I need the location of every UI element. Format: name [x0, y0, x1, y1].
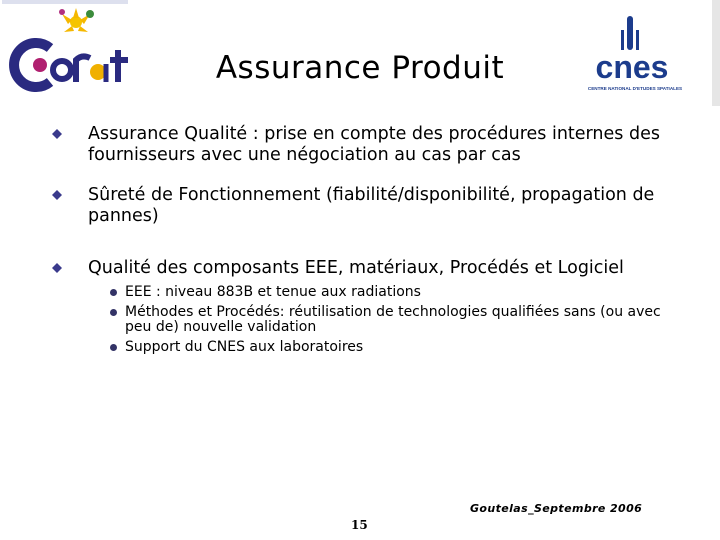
bullet-item [52, 185, 672, 227]
slide-title: Assurance Produit [215, 50, 505, 86]
bullet-text: Qualité des composants EEE, matériaux, Procédés et Logiciel [88, 258, 624, 278]
bullet-diamond-icon [52, 263, 62, 273]
page-number: 15 [351, 518, 368, 532]
cnes-logo-subtitle: CENTRE NATIONAL D'ETUDES SPATIALES [587, 86, 683, 91]
sub-bullet-text: Support du CNES aux laboratoires [125, 339, 364, 355]
bullet-dot-icon [110, 289, 117, 296]
bullet-dot-icon [110, 309, 117, 316]
bullet-list [52, 124, 672, 360]
bullet-text: Assurance Qualité : prise en compte des procédures internes des fournisseurs avec une négociation au cas par cas [88, 124, 660, 165]
sun-icon [59, 8, 94, 32]
sub-bullet-item [113, 340, 672, 355]
sub-bullet-text: EEE : niveau 883B et tenue aux radiations [125, 284, 421, 300]
sub-bullet-item [113, 285, 672, 300]
bullet-text: Sûreté de Fonctionnement (fiabilité/disponibilité, propagation de pannes) [88, 185, 655, 226]
sub-bullet-list [52, 285, 672, 355]
sub-bullet-item [113, 305, 672, 335]
bullet-dot-icon [110, 344, 117, 351]
bullet-diamond-icon [52, 190, 62, 200]
sub-bullet-text: Méthodes et Procédés: réutilisation de technologies qualifiées sans (ou avec peu de) nouvelle validation [125, 304, 661, 335]
bullet-item [52, 124, 672, 166]
cnes-logo-text: cnes [595, 49, 669, 85]
bullet-item [52, 258, 672, 279]
footer-conference: Goutelas_Septembre 2006 [470, 502, 643, 515]
bullet-diamond-icon [52, 129, 62, 139]
rocket-icon [621, 16, 639, 50]
